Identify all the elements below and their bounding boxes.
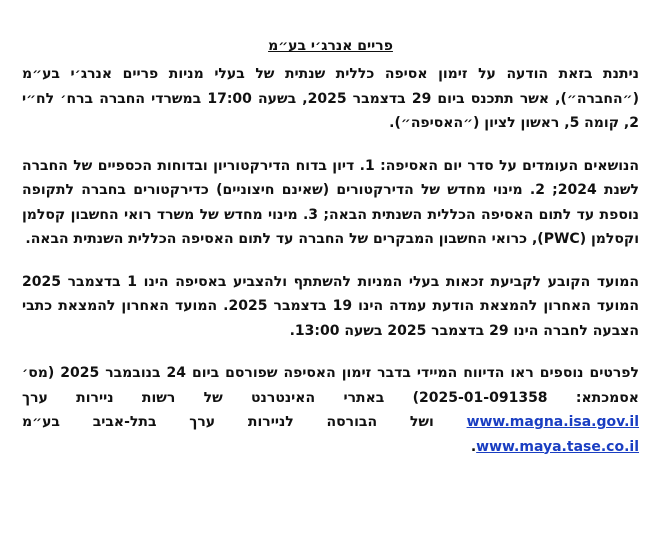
magna-link[interactable]: www.magna.isa.gov.il xyxy=(466,414,640,430)
maya-link[interactable]: www.maya.tase.co.il xyxy=(476,438,639,455)
further-details-text: לפרטים נוספים ראו הדיווח המיידי בדבר זימון האסיפה שפורסם ביום 24 בנובמבר 2025 (מס׳ אסמכתא: 2025-01-091358) באתרי האינטרנט של רשות ניירות ערך xyxy=(22,365,640,406)
further-details-text-between: ושל הבורסה לניירות ערך בתל-אביב בע״מ xyxy=(22,414,434,430)
paragraph-further-details xyxy=(22,361,639,459)
further-details-end: . xyxy=(470,438,477,455)
paragraph-meeting-notice: ניתנת בזאת הודעה על זימון אסיפה כללית שנתית של בעלי מניות פריים אנרג׳י בע״מ (״החברה״), אשר תתכנס ביום 29 בדצמבר 2025, בשעה 17:00 במשרדי החברה ברח׳ לח״י 2, קומה 5, ראשון לציון (״האסיפה״). xyxy=(22,66,639,131)
paragraph-record-date: המועד הקובע לקביעת זכאות בעלי המניות להשתתף ולהצביע באסיפה הינו 1 בדצמבר 2025 המועד האחרון להמצאת הודעת עמדה הינו 19 בדצמבר 2025. המועד האחרון להמצאת כתבי הצבעה לחברה הינו 29 בדצמבר 2025 בשעה 13:00. xyxy=(22,273,639,339)
notice-title: פריים אנרג׳י בע״מ xyxy=(268,38,393,54)
paragraph-agenda: הנושאים העומדים על סדר יום האסיפה: 1. דיון בדוח הדירקטוריון ובדוחות הכספיים של החברה לשנת 2024; 2. מינוי מחדש של הדירקטורים (שאינם חיצוניים) כדירקטורים בחברה לתקופה נוספת עד לתום האסיפה הכללית השנתית הבאה; 3. מינוי מחדש של משרד רואי החשבון קסלמן וקסלמן (PWC), כרואי החשבון המבקרים של החברה עד לתום האסיפה הכללית השנתית הבאה. xyxy=(22,157,639,247)
